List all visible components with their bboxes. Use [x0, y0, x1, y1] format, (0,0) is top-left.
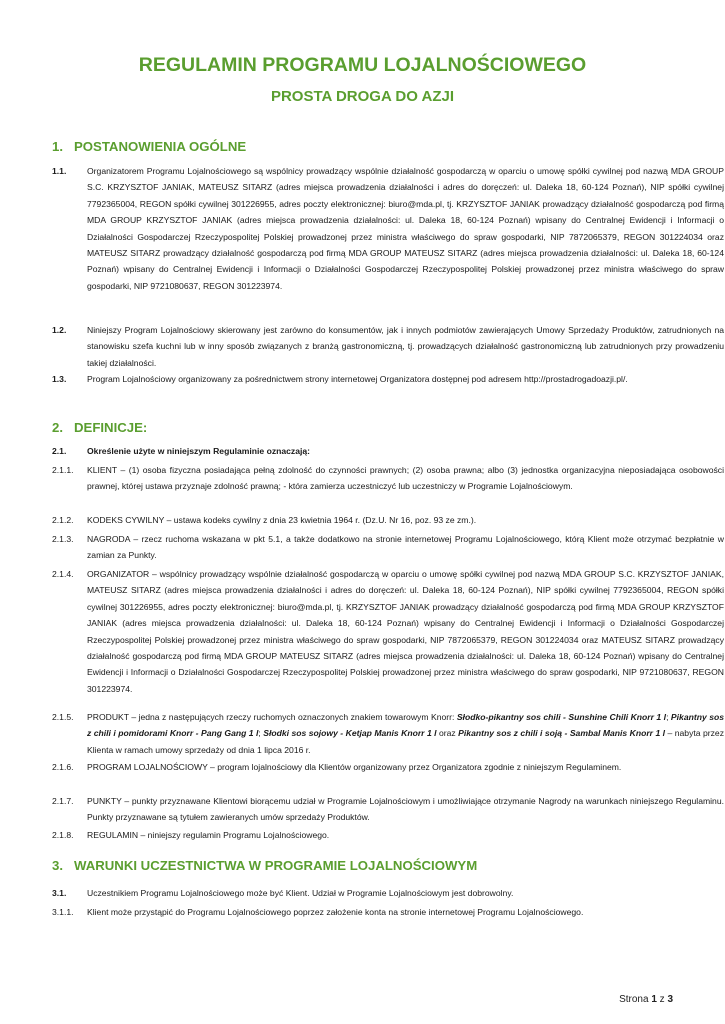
clause-text: KODEKS CYWILNY – ustawa kodeks cywilny z dnia 23 kwietnia 1964 r. (Dz.U. Nr 16, poz. 93 ze zm.). [87, 515, 477, 525]
page-total: 3 [667, 994, 673, 1005]
separator: oraz [436, 728, 459, 739]
clause-number: 2.1.2. [52, 515, 74, 525]
page-number: 1 [651, 994, 657, 1005]
section-heading-3 [52, 858, 477, 873]
section-number: 2. [52, 420, 63, 435]
document-title: REGULAMIN PROGRAMU LOJALNOŚCIOWEGO [138, 54, 587, 76]
product-tail: – nabyta przez Klienta w ramach umowy sprzedaży od dnia 1 lipca 2016 r. [87, 728, 724, 755]
product-lead: PRODUKT – jedna z następujących rzeczy ruchomych oznaczonych znakiem towarowym Knorr: [87, 712, 457, 722]
clause-text: Organizatorem Programu Lojalnościowego są wspólnicy prowadzący wspólnie działalność gospodarczą w oparciu o umowę spółki cywilnej pod nazwą MDA GROUP S.C. KRZYSZTOF JANIAK, MATEUSZ SITARZ (adres miejsca prowadzenia działalności i adres do doręczeń: ul. Daleka 18, 60-124 Poznań), NIP spółki cywilnej 7792365004, REGON spółki cywilnej 301226955, adres poczty elektronicznej: biuro@mda.pl, tj. KRZYSZTOF JANIAK prowadzący działalność gospodarczą pod firmą MDA GROUP KRZYSZTOF JANIAK (adres miejsca prowadzenia działalności: ul. Daleka 18, 60-124 Poznań) wpisany do Centralnej Ewidencji i Informacji o Działalności Gospodarczej Rzeczypospolitej Polskiej prowadzonej przez ministra właściwego do spraw gospodarki, NIP 7872065379, REGON 301224034 oraz MATEUSZ SITARZ prowadzący działalność gospodarczą pod firmą MDA GROUP MATEUSZ SITARZ (adres miejsca prowadzenia działalności: ul. Daleka 18, 60-124 Poznań) wpisany do Centralnej Ewidencji i Informacji o Działalności Gospodarczej Rzeczypospolitej Polskiej prowadzonej przez ministra właściwego do spraw gospodarki, NIP 9721080637, REGON 301223974. [87, 166, 724, 291]
page-of: z [659, 994, 665, 1005]
clause-text: Niniejszy Program Lojalnościowy skierowany jest zarówno do konsumentów, jak i innych podmiotów zawierających Umowy Sprzedaży Produktów, zatrudnionych na stanowisku szefa kuchni lub w inny sposób związanych z branżą gastronomiczną, tj. prowadzących działalność gastronomiczną lub zatrudnionych przy prowadzeniu takiej działalności. [87, 325, 724, 368]
document-subtitle: PROSTA DROGA DO AZJI [270, 88, 455, 105]
section-heading-2 [52, 420, 147, 435]
section-number: 3. [52, 858, 63, 873]
section-number: 1. [52, 139, 63, 154]
clause-number: 2.1.3. [52, 534, 74, 544]
clause-number: 3.1.1. [52, 907, 74, 917]
clause-number: 2.1.5. [52, 712, 74, 722]
page-footer [619, 994, 673, 1005]
clause-number: 2.1.7. [52, 796, 74, 806]
clause-number: 2.1.6. [52, 762, 74, 772]
separator: ; [258, 728, 264, 739]
clause-number: 1.2. [52, 325, 67, 335]
product-name: Pikantny sos z chili i pomidorami Knorr - Pang Gang 1 l [87, 712, 725, 739]
section-heading-1 [52, 139, 246, 154]
clause-number: 3.1. [52, 888, 67, 898]
clause-number: 2.1.8. [52, 830, 74, 840]
clause-number: 1.3. [52, 374, 67, 384]
clause-text: KLIENT – (1) osoba fizyczna posiadająca pełną zdolność do czynności prawnych; (2) osoba prawna; albo (3) jednostka organizacyjna nieposiadająca osobowości prawnej, której ustawa przyznaje zdolność prawną; - która zamierza uczestniczyć lub uczestniczy w Programie Lojalnościowym. [87, 465, 724, 492]
clause-text: Określenie użyte w niniejszym Regulaminie oznaczają: [87, 446, 311, 456]
product-name: Słodko-pikantny sos chili - Sunshine Chili Knorr 1 l [456, 712, 667, 722]
clause-text: PUNKTY – punkty przyznawane Klientowi biorącemu udział w Programie Lojalnościowym i umożliwiające otrzymanie Nagrody na warunkach niniejszego Regulaminu. Punkty przyznawane są tytułem zawieranych umów sprzedaży Produktów. [87, 796, 724, 823]
section-title: DEFINICJE: [74, 420, 148, 435]
section-title: POSTANOWIENIA OGÓLNE [74, 139, 247, 154]
section-title: WARUNKI UCZESTNICTWA W PROGRAMIE LOJALNOŚCIOWYM [74, 858, 478, 873]
clause-number: 1.1. [52, 166, 67, 176]
clause-number: 2.1.4. [52, 569, 74, 579]
clause-text: REGULAMIN – niniejszy regulamin Programu Lojalnościowego. [87, 830, 330, 840]
clause-text: PROGRAM LOJALNOŚCIOWY – program lojalnościowy dla Klientów organizowany przez Organizatora zgodnie z niniejszym Regulaminem. [87, 762, 622, 772]
product-name: Pikantny sos z chili i soją - Sambal Manis Knorr 1 l [458, 728, 666, 739]
clause-number: 2.1. [52, 446, 67, 456]
clause-text [87, 709, 724, 758]
page-label: Strona [619, 994, 649, 1005]
clause-number: 2.1.1. [52, 465, 74, 475]
clause-text: ORGANIZATOR – wspólnicy prowadzący wspólnie działalność gospodarczą w oparciu o umowę spółki cywilnej pod nazwą MDA GROUP S.C. KRZYSZTOF JANIAK, MATEUSZ SITARZ (adres miejsca prowadzenia działalności i adres do doręczeń: ul. Daleka 18, 60-124 Poznań), NIP spółki cywilnej 7792365004, REGON spółki cywilnej 301226955, adres poczty elektronicznej: biuro@mda.pl, tj. KRZYSZTOF JANIAK prowadzący działalność gospodarczą pod firmą MDA GROUP KRZYSZTOF JANIAK (adres miejsca prowadzenia działalności: ul. Daleka 18, 60-124 Poznań) wpisany do Centralnej Ewidencji i Informacji o Działalności Gospodarczej Rzeczypospolitej Polskiej prowadzonej przez ministra właściwego do spraw gospodarki, NIP 7872065379, REGON 301224034 oraz MATEUSZ SITARZ prowadzący działalność gospodarczą pod firmą MDA GROUP MATEUSZ SITARZ (adres miejsca prowadzenia działalności: ul. Daleka 18, 60-124 Poznań) wpisany do Centralnej Ewidencji i Informacji o Działalności Gospodarczej Rzeczypospolitej Polskiej prowadzonej przez ministra właściwego do spraw gospodarki, NIP 9721080637, REGON 301223974. [87, 569, 724, 694]
clause-text: Uczestnikiem Programu Lojalnościowego może być Klient. Udział w Programie Lojalnościowym jest dobrowolny. [87, 888, 514, 898]
clause-text: Program Lojalnościowy organizowany za pośrednictwem strony internetowej Organizatora dostępnej pod adresem http://prostadrogadoazji.pl/. [87, 374, 628, 384]
clause-text: NAGRODA – rzecz ruchoma wskazana w pkt 5.1, a także dodatkowo na stronie internetowej Programu Lojalnościowego, którą Klient może otrzymać bezpłatnie w zamian za Punkty. [87, 534, 724, 561]
clause-text: Klient może przystąpić do Programu Lojalnościowego poprzez założenie konta na stronie internetowej Programu Lojalnościowego. [87, 907, 584, 917]
separator: ; [666, 712, 671, 722]
product-name: Słodki sos sojowy - Ketjap Manis Knorr 1 l [263, 728, 437, 739]
